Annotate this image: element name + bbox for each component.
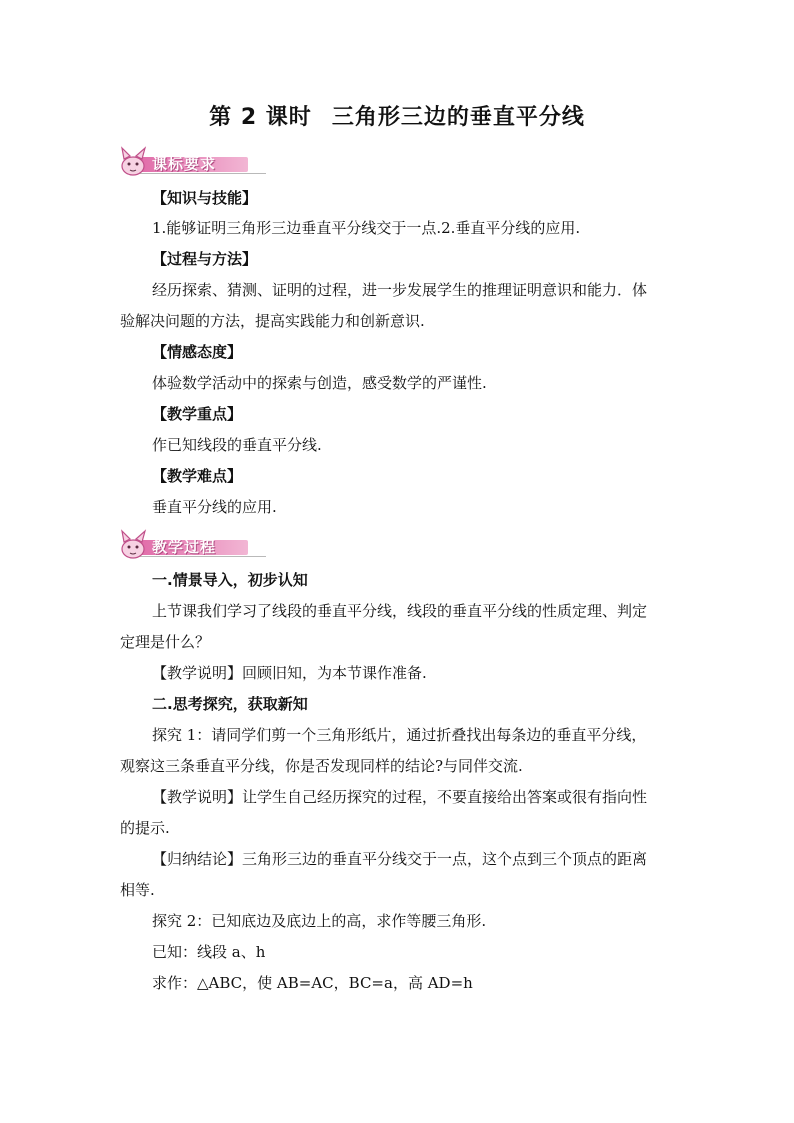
conclusion-text-1: 【归纳结论】三角形三边的垂直平分线交于一点，这个点到三个顶点的距离 (152, 850, 648, 868)
note2-text-2: 的提示. (120, 819, 170, 837)
process-heading: 【过程与方法】 (152, 250, 258, 268)
knowledge-heading: 【知识与技能】 (152, 189, 258, 207)
note2-text-1: 【教学说明】让学生自己经历探究的过程，不要直接给出答案或很有指向性 (152, 788, 648, 806)
title-lesson: 第 2 课时 (209, 105, 312, 130)
step2-heading: 二.思考探究，获取新知 (152, 695, 308, 713)
known-text: 已知：线段 a、h (152, 943, 266, 961)
explore1-text-2: 观察这三条垂直平分线，你是否发现同样的结论?与同伴交流. (120, 757, 523, 775)
attitude-text: 体验数学活动中的探索与创造，感受数学的严谨性. (152, 374, 487, 392)
process-text-2: 验解决问题的方法，提高实践能力和创新意识. (120, 312, 425, 330)
key-point-text: 作已知线段的垂直平分线. (152, 436, 322, 454)
page-title (0, 100, 794, 131)
process-text-1: 经历探索、猜测、证明的过程，进一步发展学生的推理证明意识和能力．体 (152, 281, 648, 299)
step1-text-1: 上节课我们学习了线段的垂直平分线，线段的垂直平分线的性质定理、判定 (152, 602, 648, 620)
difficult-point-heading: 【教学难点】 (152, 467, 243, 485)
fox-mascot-icon (118, 145, 152, 177)
conclusion-text-2: 相等. (120, 881, 155, 899)
fox-mascot-icon (118, 528, 152, 560)
attitude-heading: 【情感态度】 (152, 343, 243, 361)
knowledge-text: 1.能够证明三角形三边垂直平分线交于一点.2.垂直平分线的应用. (152, 219, 581, 237)
section-heading-standards (118, 145, 248, 177)
construct-text: 求作：△ABC，使 AB=AC，BC=a，高 AD=h (152, 974, 473, 992)
step1-note: 【教学说明】回顾旧知，为本节课作准备. (152, 664, 427, 682)
step1-text-2: 定理是什么？ (120, 633, 211, 651)
explore1-text-1: 探究 1：请同学们剪一个三角形纸片，通过折叠找出每条边的垂直平分线， (152, 726, 647, 744)
section-heading-label: 教学过程 (152, 538, 217, 556)
difficult-point-text: 垂直平分线的应用. (152, 498, 277, 516)
step1-heading: 一.情景导入，初步认知 (152, 571, 308, 589)
title-topic: 三角形三边的垂直平分线 (331, 105, 585, 130)
key-point-heading: 【教学重点】 (152, 405, 243, 423)
section-heading-process (118, 528, 248, 560)
section-heading-label: 课标要求 (152, 155, 217, 173)
explore2-text: 探究 2：已知底边及底边上的高，求作等腰三角形. (152, 912, 487, 930)
